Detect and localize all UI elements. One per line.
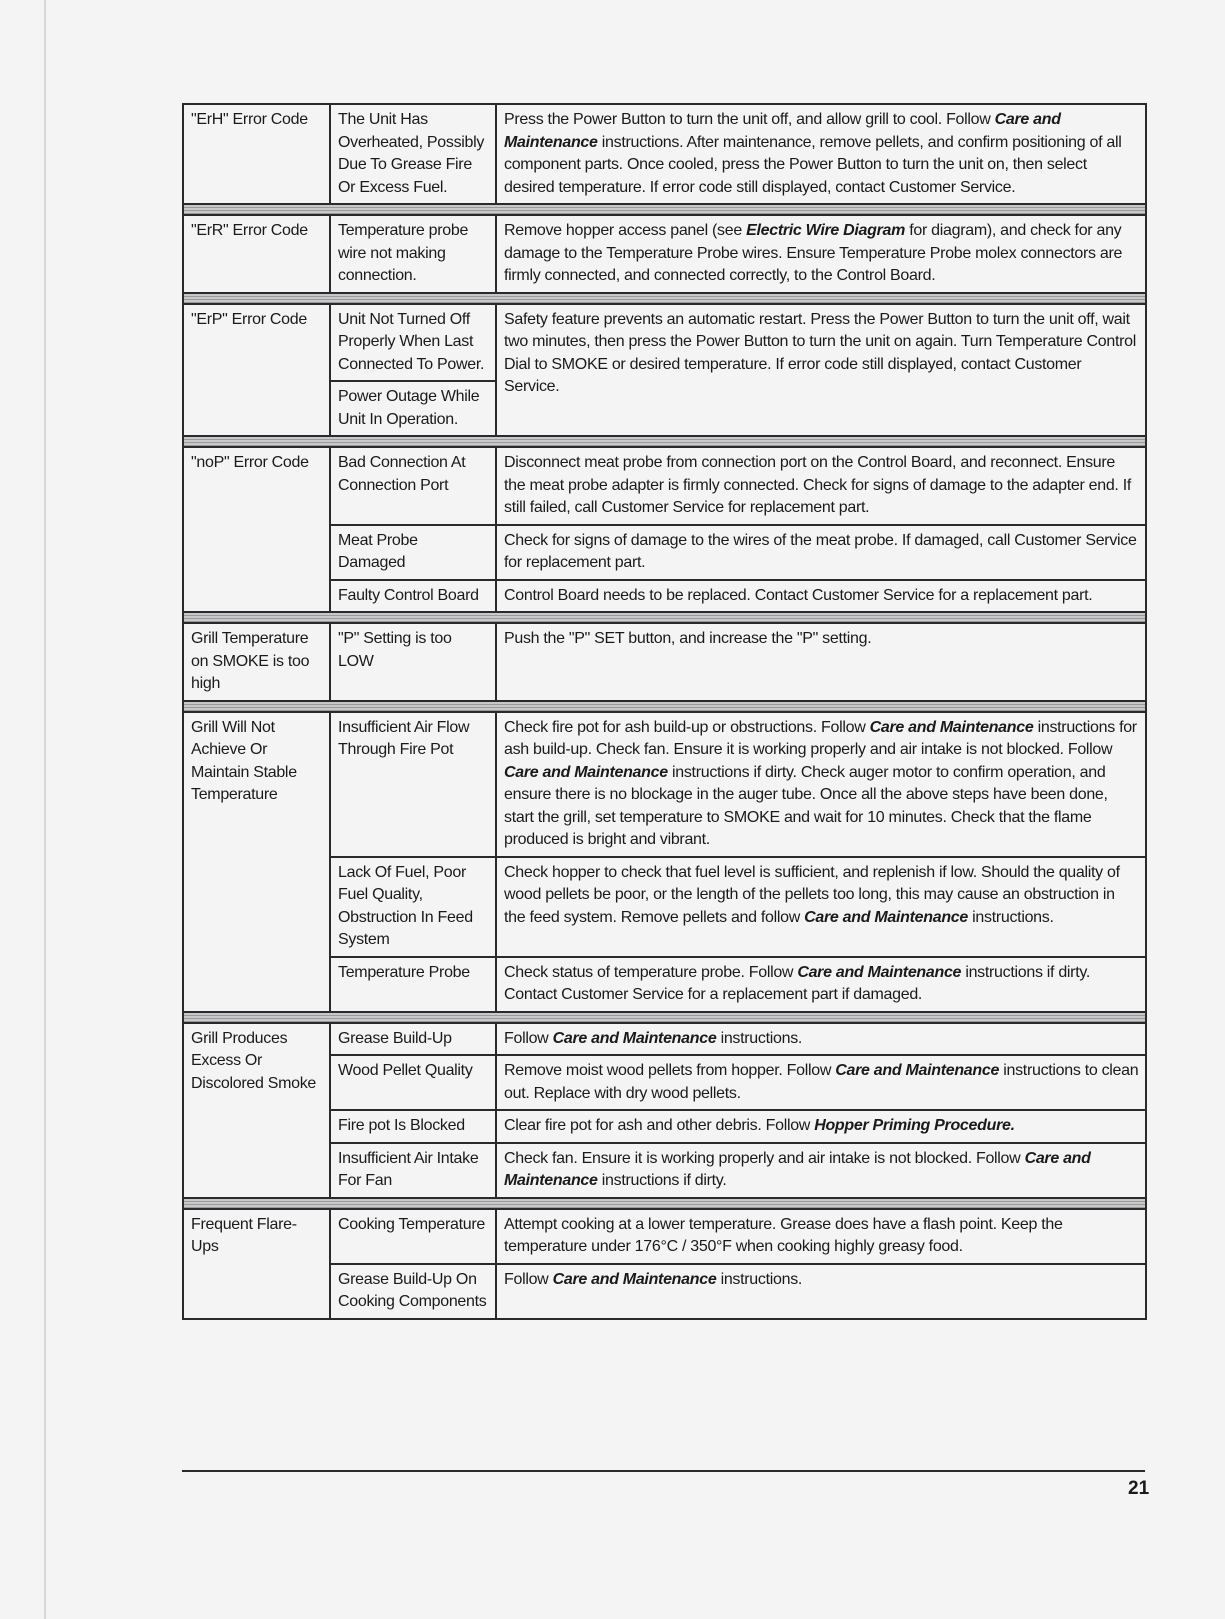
page-edge-shadow bbox=[44, 0, 46, 1619]
problem-cell: "ErH" Error Code bbox=[183, 104, 330, 204]
solution-cell: Remove moist wood pellets from hopper. Follow Care and Maintenance instructions to clean out. Replace with dry wood pellets. bbox=[496, 1055, 1146, 1110]
cause-cell: Fire pot Is Blocked bbox=[330, 1110, 496, 1143]
row-separator bbox=[183, 1012, 1146, 1023]
cause-cell: "P" Setting is too LOW bbox=[330, 623, 496, 701]
table-row bbox=[183, 712, 1146, 857]
problem-cell: Grill Temperature on SMOKE is too high bbox=[183, 623, 330, 701]
solution-cell: Follow Care and Maintenance instructions. bbox=[496, 1023, 1146, 1056]
cause-cell: Meat Probe Damaged bbox=[330, 525, 496, 580]
solution-cell: Attempt cooking at a lower temperature. Grease does have a flash point. Keep the temperature under 176°C / 350°F when cooking highly greasy food. bbox=[496, 1209, 1146, 1264]
solution-cell: Safety feature prevents an automatic restart. Press the Power Button to turn the unit off, wait two minutes, then press the Power Button to turn the unit on again. Turn Temperature Control Dial to SMOKE or desired temperature. If error code still displayed, contact Customer Service. bbox=[496, 304, 1146, 437]
row-separator bbox=[183, 612, 1146, 623]
problem-cell: "ErP" Error Code bbox=[183, 304, 330, 437]
solution-cell: Control Board needs to be replaced. Contact Customer Service for a replacement part. bbox=[496, 580, 1146, 613]
problem-cell: Frequent Flare-Ups bbox=[183, 1209, 330, 1319]
cause-cell: Temperature Probe bbox=[330, 957, 496, 1012]
table-row bbox=[183, 1023, 1146, 1056]
emphasized-reference: Electric Wire Diagram bbox=[746, 222, 906, 239]
troubleshooting-table-wrap bbox=[182, 103, 1145, 1320]
cause-cell: Cooking Temperature bbox=[330, 1209, 496, 1264]
table-row bbox=[183, 215, 1146, 293]
cause-cell: The Unit Has Overheated, Possibly Due To Grease Fire Or Excess Fuel. bbox=[330, 104, 496, 204]
cause-cell: Faulty Control Board bbox=[330, 580, 496, 613]
page-number: 21 bbox=[1128, 1478, 1150, 1499]
emphasized-reference: Hopper Priming Procedure. bbox=[814, 1117, 1015, 1134]
emphasized-reference: Care and Maintenance bbox=[804, 908, 968, 926]
solution-cell: Remove hopper access panel (see Electric Wire Diagram for diagram), and check for any damage to the Temperature Probe wires. Ensure Temperature Probe molex connectors are firmly connected, and connected correctly, to the Control Board. bbox=[496, 215, 1146, 293]
table-row bbox=[183, 623, 1146, 701]
cause-cell: Unit Not Turned Off Properly When Last Connected To Power. bbox=[330, 304, 496, 382]
solution-cell: Check fire pot for ash build-up or obstructions. Follow Care and Maintenance instructions for ash build-up. Check fan. Ensure it is working properly and air intake is not blocked. Follow Care and Maintenance instructions if dirty. Check auger motor to confirm operation, and ensure there is no blockage in the auger tube. Once all the above steps have been done, start the grill, set temperature to SMOKE and wait for 10 minutes. Check that the flame produced is bright and vibrant. bbox=[496, 712, 1146, 857]
emphasized-reference: Care and Maintenance bbox=[797, 963, 962, 981]
row-separator bbox=[183, 293, 1146, 304]
cause-cell: Grease Build-Up On Cooking Components bbox=[330, 1264, 496, 1319]
cause-cell: Power Outage While Unit In Operation. bbox=[330, 381, 496, 436]
solution-cell: Push the "P" SET button, and increase the "P" setting. bbox=[496, 623, 1146, 701]
table-row bbox=[183, 304, 1146, 382]
solution-cell: Check fan. Ensure it is working properly and air intake is not blocked. Follow Care and Maintenance instructions if dirty. bbox=[496, 1143, 1146, 1198]
emphasized-reference: Care and Maintenance bbox=[869, 718, 1034, 736]
emphasized-reference: Care and Maintenance bbox=[504, 1149, 1091, 1189]
cause-cell: Insufficient Air Flow Through Fire Pot bbox=[330, 712, 496, 857]
problem-cell: "ErR" Error Code bbox=[183, 215, 330, 293]
cause-cell: Bad Connection At Connection Port bbox=[330, 447, 496, 525]
solution-cell: Follow Care and Maintenance instructions. bbox=[496, 1264, 1146, 1319]
row-separator bbox=[183, 701, 1146, 712]
cause-cell: Temperature probe wire not making connection. bbox=[330, 215, 496, 293]
table-row bbox=[183, 1209, 1146, 1264]
problem-cell: "noP" Error Code bbox=[183, 447, 330, 612]
row-separator bbox=[183, 204, 1146, 215]
row-separator bbox=[183, 1198, 1146, 1209]
emphasized-reference: Care and Maintenance bbox=[504, 111, 1061, 151]
problem-cell: Grill Produces Excess Or Discolored Smoke bbox=[183, 1023, 330, 1198]
problem-cell: Grill Will Not Achieve Or Maintain Stable Temperature bbox=[183, 712, 330, 1012]
emphasized-reference: Care and Maintenance bbox=[552, 1270, 717, 1288]
emphasized-reference: Care and Maintenance bbox=[504, 763, 668, 781]
cause-cell: Lack Of Fuel, Poor Fuel Quality, Obstruction In Feed System bbox=[330, 857, 496, 957]
solution-cell: Check status of temperature probe. Follow Care and Maintenance instructions if dirty. Contact Customer Service for a replacement part if damaged. bbox=[496, 957, 1146, 1012]
solution-cell: Disconnect meat probe from connection port on the Control Board, and reconnect. Ensure the meat probe adapter is firmly connected. Check for signs of damage to the adapter end. If still failed, call Customer Service for replacement part. bbox=[496, 447, 1146, 525]
troubleshooting-table bbox=[182, 103, 1147, 1320]
cause-cell: Insufficient Air Intake For Fan bbox=[330, 1143, 496, 1198]
table-row bbox=[183, 447, 1146, 525]
solution-cell: Press the Power Button to turn the unit off, and allow grill to cool. Follow Care and Maintenance instructions. After maintenance, remove pellets, and confirm positioning of all component parts. Once cooled, press the Power Button to turn the unit on, then select desired temperature. If error code still displayed, contact Customer Service. bbox=[496, 104, 1146, 204]
cause-cell: Wood Pellet Quality bbox=[330, 1055, 496, 1110]
row-separator bbox=[183, 436, 1146, 447]
emphasized-reference: Care and Maintenance bbox=[552, 1029, 717, 1047]
solution-cell: Check for signs of damage to the wires of the meat probe. If damaged, call Customer Service for replacement part. bbox=[496, 525, 1146, 580]
cause-cell: Grease Build-Up bbox=[330, 1023, 496, 1056]
solution-cell: Clear fire pot for ash and other debris. Follow Hopper Priming Procedure. bbox=[496, 1110, 1146, 1143]
solution-cell: Check hopper to check that fuel level is sufficient, and replenish if low. Should the quality of wood pellets be poor, or the length of the pellets too long, this may cause an obstruction in the feed system. Remove pellets and follow Care and Maintenance instructions. bbox=[496, 857, 1146, 957]
footer-rule bbox=[182, 1470, 1145, 1472]
emphasized-reference: Care and Maintenance bbox=[835, 1062, 1000, 1079]
table-row bbox=[183, 104, 1146, 204]
